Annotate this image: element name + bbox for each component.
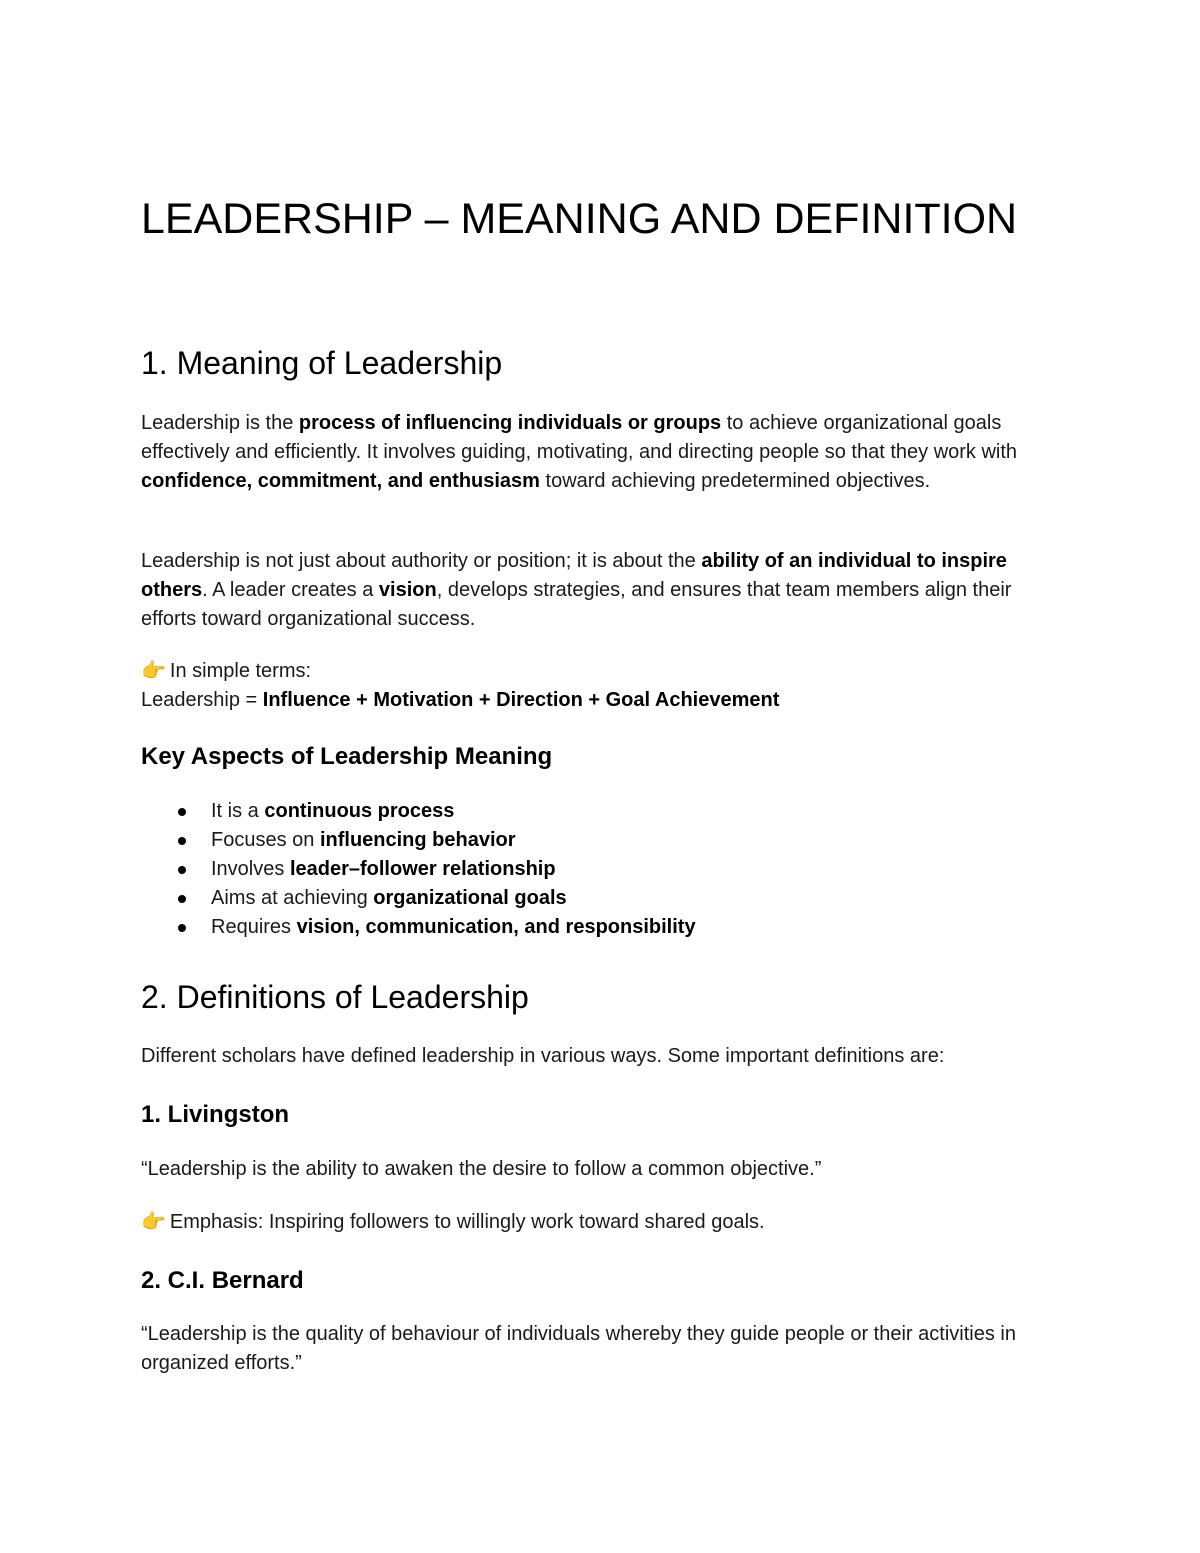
meaning-paragraph-2: Leadership is not just about authority or position; it is about the ability of an individual to inspire others. A leader creates a vision, develops strategies, and ensures that team members align their efforts toward organizational success. (141, 550, 1012, 630)
livingston-emphasis: 👉 Emphasis: Inspiring followers to willingly work toward shared goals. (141, 1207, 1071, 1237)
document-title: LEADERSHIP – MEANING AND DEFINITION (141, 195, 1018, 243)
bernard-heading: 2. C.I. Bernard (141, 1267, 304, 1294)
livingston-quote: “Leadership is the ability to awaken the desire to follow a common objective.” (141, 1158, 822, 1180)
list-item: Aims at achieving organizational goals (141, 884, 1071, 913)
definitions-intro: Different scholars have defined leadership in various ways. Some important definitions are: (141, 1045, 945, 1067)
bullet-icon (178, 837, 186, 845)
pointing-hand-icon: 👉 (141, 658, 166, 682)
key-aspects-heading: Key Aspects of Leadership Meaning (141, 743, 553, 770)
bernard-quote: “Leadership is the quality of behaviour of individuals whereby they guide people or their activities in organized efforts.” (141, 1323, 1016, 1374)
pointing-hand-icon: 👉 (141, 1209, 166, 1233)
livingston-heading: 1. Livingston (141, 1101, 290, 1128)
list-item: Involves leader–follower relationship (141, 855, 1071, 884)
section-2-heading: 2. Definitions of Leadership (141, 979, 529, 1015)
bullet-icon (178, 895, 186, 903)
list-item: It is a continuous process (141, 797, 1071, 826)
bullet-icon (178, 924, 186, 932)
meaning-paragraph-1: Leadership is the process of influencing individuals or groups to achieve organizational goals effectively and efficiently. It involves guiding, motivating, and directing people so that they work with confidence, commitment, and enthusiasm toward achieving predetermined objectives. (141, 412, 1018, 492)
list-item: Focuses on influencing behavior (141, 826, 1071, 855)
bullet-icon (178, 808, 186, 816)
key-aspects-list (141, 797, 1071, 942)
simple-terms-block: 👉 In simple terms: Leadership = Influence + Motivation + Direction + Goal Achievement (141, 658, 780, 711)
list-item: Requires vision, communication, and responsibility (141, 913, 1071, 942)
bullet-icon (178, 866, 186, 874)
section-1-heading: 1. Meaning of Leadership (141, 345, 503, 381)
